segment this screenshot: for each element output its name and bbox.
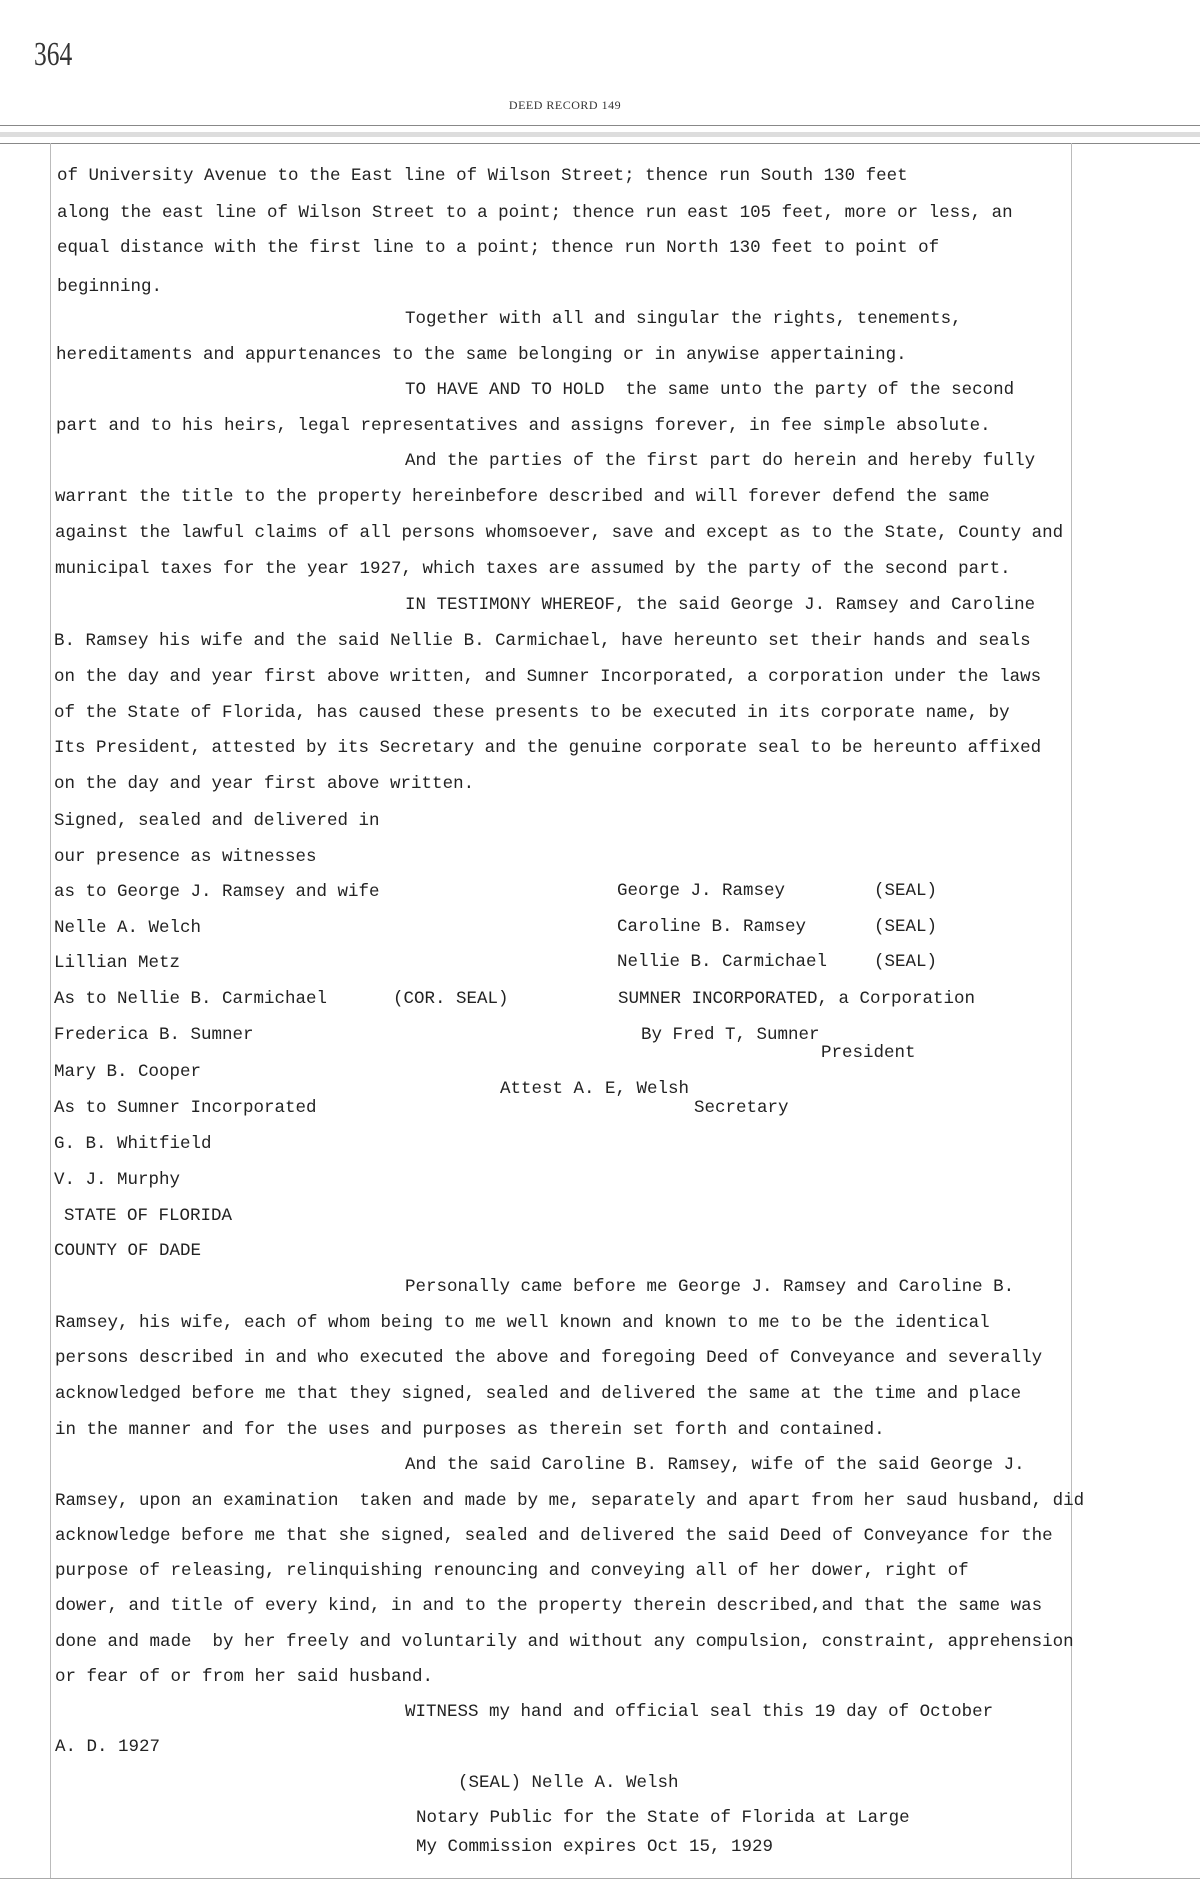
body-line: our presence as witnesses — [54, 847, 317, 867]
ack-line: in the manner and for the uses and purposes as therein set forth and contained. — [55, 1420, 885, 1440]
right-margin-line — [1071, 143, 1072, 1878]
body-line: Signed, sealed and delivered in — [54, 811, 380, 831]
body-line: hereditaments and appurtenances to the same belonging or in anywise appertaining. — [56, 345, 907, 365]
witness-line: As to Sumner Incorporated — [54, 1098, 317, 1118]
signer-name: Caroline B. Ramsey — [617, 917, 807, 937]
ack-line: Personally came before me George J. Ramsey and Caroline B. — [405, 1277, 1015, 1297]
left-margin-line — [50, 143, 51, 1878]
body-line: of University Avenue to the East line of Wilson Street; thence run South 130 feet — [57, 166, 908, 186]
ack-line: purpose of releasing, relinquishing renouncing and conveying all of her dower, right of — [55, 1561, 969, 1581]
footer-rule — [0, 1878, 1200, 1879]
ack-line: done and made by her freely and voluntarily and without any compulsion, constraint, apprehension — [55, 1632, 1074, 1652]
seal-mark: (SEAL) — [874, 952, 938, 972]
witness-line: V. J. Murphy — [54, 1170, 181, 1190]
body-line: on the day and year first above written. — [54, 774, 475, 794]
witness-line: Nelle A. Welch — [54, 918, 202, 938]
ack-line: acknowledge before me that she signed, sealed and delivered the said Deed of Conveyance for the — [55, 1526, 1053, 1546]
state-heading: STATE OF FLORIDA — [64, 1206, 233, 1226]
body-line: TO HAVE AND TO HOLD the same unto the party of the second — [405, 380, 1015, 400]
body-line: beginning. — [57, 277, 163, 297]
body-line: municipal taxes for the year 1927, which taxes are assumed by the party of the second part. — [55, 559, 1011, 579]
ack-line: or fear of or from her said husband. — [55, 1667, 434, 1687]
ack-line: And the said Caroline B. Ramsey, wife of the said George J. — [405, 1455, 1025, 1475]
signer-name: George J. Ramsey — [617, 881, 786, 901]
header-rule — [0, 143, 1200, 144]
body-line: IN TESTIMONY WHEREOF, the said George J. Ramsey and Caroline — [405, 595, 1036, 615]
ack-line: dower, and title of every kind, in and to the property therein described,and that the same was — [55, 1596, 1043, 1616]
seal-mark: (SEAL) — [874, 917, 938, 937]
body-line: warrant the title to the property hereinbefore described and will forever defend the same — [55, 487, 990, 507]
president-signature: By Fred T, Sumner — [641, 1025, 820, 1045]
witness-line: As to Nellie B. Carmichael — [54, 989, 328, 1009]
ack-line: persons described in and who executed the above and foregoing Deed of Conveyance and severally — [55, 1348, 1043, 1368]
seal-mark: (SEAL) — [874, 881, 938, 901]
signer-name: Nellie B. Carmichael — [617, 952, 828, 972]
witness-line: G. B. Whitfield — [54, 1134, 212, 1154]
ack-date: A. D. 1927 — [55, 1737, 161, 1757]
witness-line: Lillian Metz — [54, 953, 181, 973]
corporation-name: SUMNER INCORPORATED, a Corporation — [618, 989, 976, 1009]
notary-title: Notary Public for the State of Florida at Large — [416, 1808, 910, 1828]
secretary-title: Secretary — [694, 1098, 789, 1118]
body-line: B. Ramsey his wife and the said Nellie B. Carmichael, have hereunto set their hands and seals — [54, 631, 1031, 651]
body-line: of the State of Florida, has caused these presents to be executed in its corporate name, by — [54, 703, 1010, 723]
record-header: DEED RECORD 149 — [508, 98, 622, 112]
header-band — [0, 132, 1200, 137]
ack-line: acknowledged before me that they signed, sealed and delivered the same at the time and place — [55, 1384, 1022, 1404]
body-line: Its President, attested by its Secretary and the genuine corporate seal to be hereunto affixed — [54, 738, 1042, 758]
body-line: on the day and year first above written, and Sumner Incorporated, a corporation under the laws — [54, 667, 1042, 687]
county-heading: COUNTY OF DADE — [54, 1241, 202, 1261]
body-line: equal distance with the first line to a point; thence run North 130 feet to point of — [57, 238, 940, 258]
body-line: Together with all and singular the rights, tenements, — [405, 309, 962, 329]
body-line: along the east line of Wilson Street to a point; thence run east 105 feet, more or less, an — [57, 203, 1013, 223]
witness-line: Mary B. Cooper — [54, 1062, 202, 1082]
body-line: And the parties of the first part do herein and hereby fully — [405, 451, 1036, 471]
president-title: President — [821, 1043, 916, 1063]
witness-line: as to George J. Ramsey and wife — [54, 882, 380, 902]
ack-line: WITNESS my hand and official seal this 19 day of October — [405, 1702, 994, 1722]
notary-commission: My Commission expires Oct 15, 1929 — [416, 1837, 774, 1857]
witness-line: Frederica B. Sumner — [54, 1025, 254, 1045]
page-number: 364 — [34, 36, 73, 73]
body-line: against the lawful claims of all persons whomsoever, save and except as to the State, County and — [55, 523, 1064, 543]
ack-line: Ramsey, upon an examination taken and made by me, separately and apart from her saud husband, did — [55, 1491, 1085, 1511]
cor-seal: (COR. SEAL) — [393, 989, 509, 1009]
attest-signature: Attest A. E, Welsh — [500, 1079, 690, 1099]
notary-signature: (SEAL) Nelle A. Welsh — [458, 1773, 679, 1793]
body-line: part and to his heirs, legal representatives and assigns forever, in fee simple absolute. — [56, 416, 991, 436]
header-rule — [0, 125, 1200, 126]
ack-line: Ramsey, his wife, each of whom being to me well known and known to me to be the identical — [55, 1313, 990, 1333]
